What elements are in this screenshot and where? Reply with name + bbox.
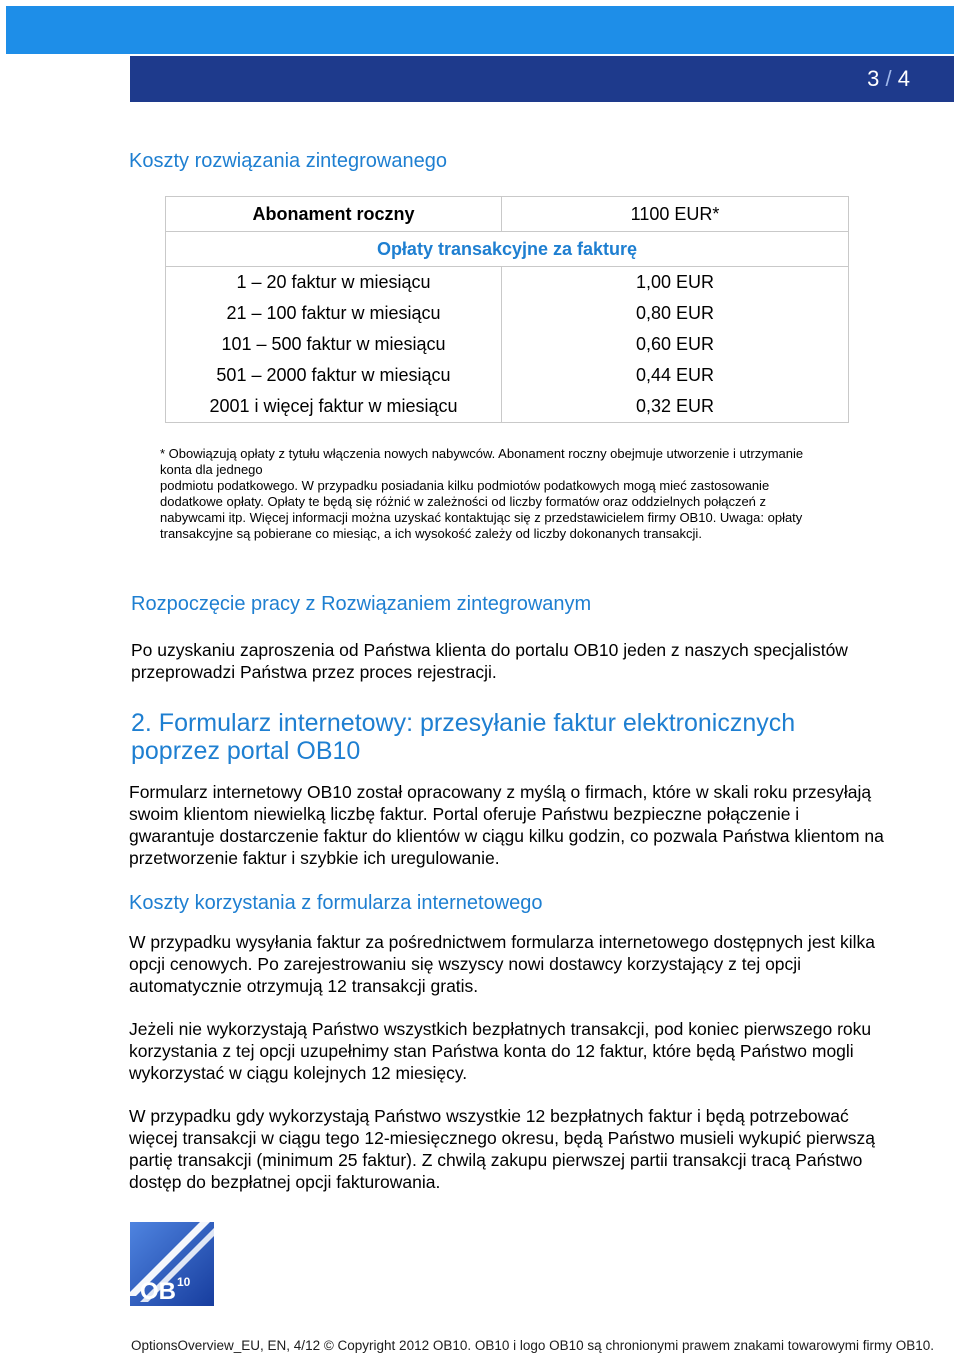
web-form-text: Formularz internetowy OB10 został opracowany z myślą o firmach, które w skali roku przesyłają swoim klientom niewielką liczbę faktur. Portal oferuje Państwu bezpieczne połączenie i gwarantuje dostarczenie faktur do klientów w ciągu kilku godzin, co pozwala Państwa klientom na przetworzenie faktur i szybkie ich uregulowanie. xyxy=(129,782,884,868)
table-row xyxy=(166,391,849,423)
web-form-costs-paragraph-2: Jeżeli nie wykorzystają Państwo wszystkich bezpłatnych transakcji, pod koniec pierwszego roku korzystania z tej opcji uzupełnimy stan Państwa konta do 12 faktur, które będą Państwo mogli wykorzystać w ciągu kolejnych 12 miesięcy. xyxy=(129,1019,872,1083)
pricing-table xyxy=(165,196,849,423)
section-title-integrated-costs: Koszty rozwiązania zintegrowanego xyxy=(129,150,447,172)
tier-value: 0,60 EUR xyxy=(502,329,849,360)
table-row xyxy=(166,329,849,360)
table-row xyxy=(166,267,849,299)
tier-label: 21 – 100 faktur w miesiącu xyxy=(166,298,502,329)
tier-label: 101 – 500 faktur w miesiącu xyxy=(166,329,502,360)
subscription-value: 1100 EUR* xyxy=(502,197,849,232)
transaction-fees-header-row xyxy=(166,232,849,267)
tier-label: 1 – 20 faktur w miesiącu xyxy=(166,267,502,299)
section-title-web-form: 2. Formularz internetowy: przesyłanie faktur elektronicznych poprzez portal OB10 xyxy=(131,709,796,765)
footnote-line: nabywcami itp. Więcej informacji można uzyskać kontaktując się z przedstawicielem firmy OB10. Uwaga: opłaty xyxy=(160,510,803,525)
tier-label: 2001 i więcej faktur w miesiącu xyxy=(166,391,502,423)
table-row xyxy=(166,298,849,329)
footnote-line: transakcyjne są pobierane co miesiąc, a ich wysokość zależy od liczby dokonanych transakcji. xyxy=(160,526,702,541)
subscription-row xyxy=(166,197,849,232)
transaction-fees-title: Opłaty transakcyjne za fakturę xyxy=(166,232,849,267)
subscription-label: Abonament roczny xyxy=(166,197,502,232)
section-title-web-form-costs: Koszty korzystania z formularza internetowego xyxy=(129,892,543,914)
tier-label: 501 – 2000 faktur w miesiącu xyxy=(166,360,502,391)
tier-value: 0,44 EUR xyxy=(502,360,849,391)
getting-started-text: Po uzyskaniu zaproszenia od Państwa klienta do portalu OB10 jeden z naszych specjalistów przeprowadzi Państwa przez proces rejestracji. xyxy=(131,640,848,682)
footnote-line: * Obowiązują opłaty z tytułu włączenia nowych nabywców. Abonament roczny obejmuje utworzenie i utrzymanie xyxy=(160,446,804,461)
tier-value: 0,32 EUR xyxy=(502,391,849,423)
page-separator: / xyxy=(885,66,892,91)
footer-copyright: OptionsOverview_EU, EN, 4/12 © Copyright 2012 OB10. OB10 i logo OB10 są chronionymi prawem znakami towarowymi firmy OB10. xyxy=(131,1338,935,1353)
logo-superscript: 10 xyxy=(177,1275,191,1289)
web-form-costs-paragraph-1: W przypadku wysyłania faktur za pośrednictwem formularza internetowego dostępnych jest kilka opcji cenowych. Po zarejestrowaniu się wszyscy nowi dostawcy korzystający z tej opcji automatycznie otrzymują 12 transakcji gratis. xyxy=(129,932,876,996)
ob10-logo xyxy=(130,1222,214,1306)
web-form-costs-paragraph-3: W przypadku gdy wykorzystają Państwo wszystkie 12 bezpłatnych faktur i będą potrzebować więcej transakcji w ciągu tego 12-miesięcznego okresu, będą Państwo musieli wykupić pierwszą partię transakcji (minimum 25 faktur). Z chwilą zakupu pierwszej partii transakcji tracą Państwo dostęp do bezpłatnej opcji fakturowania. xyxy=(129,1106,876,1192)
page-number xyxy=(867,66,910,92)
footnote-line: podmiotu podatkowego. W przypadku posiadania kilku podmiotów podatkowych mogą mieć zastosowanie xyxy=(160,478,770,493)
footnote-line: konta dla jednego xyxy=(160,462,263,477)
page-current: 3 xyxy=(867,66,880,91)
page-total: 4 xyxy=(897,66,910,91)
footnote-line: dodatkowe opłaty. Opłaty te będą się różnić w zależności od liczby formatów oraz oddzielnych połączeń z xyxy=(160,494,767,509)
header-bar-light xyxy=(6,6,954,54)
pricing-footnote xyxy=(160,446,860,542)
header-bar-dark xyxy=(130,56,954,102)
section-title-getting-started: Rozpoczęcie pracy z Rozwiązaniem zintegrowanym xyxy=(131,593,592,615)
tier-value: 1,00 EUR xyxy=(502,267,849,299)
table-row xyxy=(166,360,849,391)
tier-value: 0,80 EUR xyxy=(502,298,849,329)
logo-text: OB xyxy=(140,1278,176,1305)
